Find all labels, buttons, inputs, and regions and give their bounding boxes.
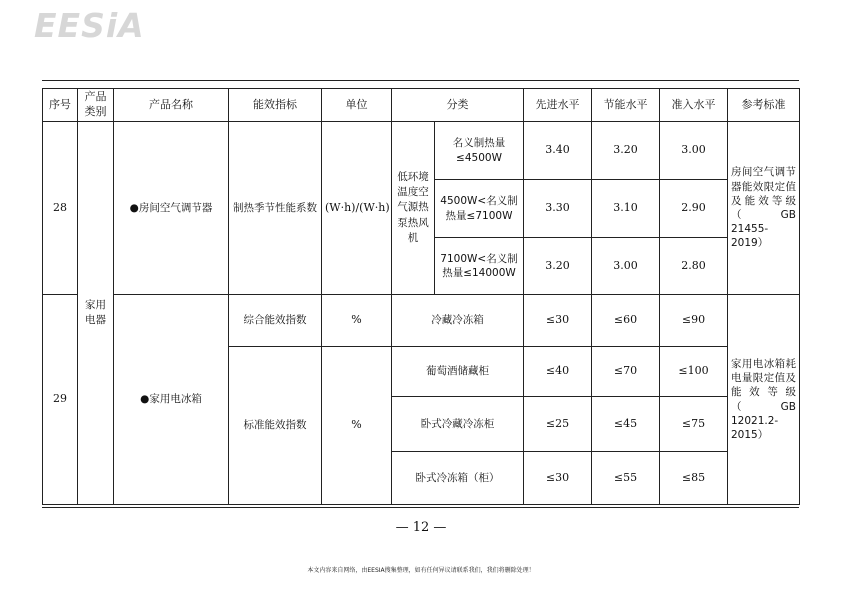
row29-access-1: ≤90 [660,295,728,347]
row28-saving-3: 3.00 [592,238,660,295]
row28-class-3: 7100W<名义制热量≤14000W [435,238,524,295]
row28-advanced-1: 3.40 [524,122,592,180]
page-number: — 12 — [395,520,447,535]
row29-access-2: ≤100 [660,347,728,397]
header-seq: 序号 [43,89,78,122]
row29-product: ●家用电冰箱 [114,295,229,505]
row29-class-1: 冷藏冷冻箱 [392,295,524,347]
row29-saving-2: ≤70 [592,347,660,397]
row29-reference: 家用电冰箱耗电量限定值及能效等级（GB 12021.2-2015） [728,295,800,505]
header-indicator: 能效指标 [229,89,322,122]
row28-reference: 房间空气调节器能效限定值及能效等级（GB 21455-2019） [728,122,800,295]
row28-access-2: 2.90 [660,180,728,238]
table-header-row [43,89,800,122]
eesia-logo: EESiA [34,6,145,45]
header-energy-saving: 节能水平 [592,89,660,122]
row29-access-3: ≤75 [660,397,728,452]
header-access: 准入水平 [660,89,728,122]
header-rule [42,80,799,81]
footer-note: 本文内容来自网络，由EESIA搜集整理，如有任何异议请联系我们，我们将删除处理！ [307,567,535,574]
row29-class-4: 卧式冷冻箱（柜） [392,452,524,505]
row29-saving-4: ≤55 [592,452,660,505]
row29-class-2: 葡萄酒储藏柜 [392,347,524,397]
row28-advanced-2: 3.30 [524,180,592,238]
row28-saving-2: 3.10 [592,180,660,238]
table-row [43,122,800,180]
row28-access-1: 3.00 [660,122,728,180]
table-row [43,295,800,347]
row28-unit: (W·h)/(W·h) [322,122,392,295]
row28-access-3: 2.80 [660,238,728,295]
row29-indicator-a: 综合能效指数 [229,295,322,347]
category-cell: 家用电器 [78,122,114,505]
row29-advanced-3: ≤25 [524,397,592,452]
row28-saving-1: 3.20 [592,122,660,180]
row29-advanced-1: ≤30 [524,295,592,347]
row29-class-3: 卧式冷藏冷冻柜 [392,397,524,452]
row29-seq: 29 [43,295,78,505]
row28-seq: 28 [43,122,78,295]
row28-class-1: 名义制热量≤4500W [435,122,524,180]
row28-class-2: 4500W<名义制热量≤7100W [435,180,524,238]
row28-group: 低环境温度空气源热泵热风机 [392,122,435,295]
row28-product: ●房间空气调节器 [114,122,229,295]
footer-rule [42,507,799,508]
header-unit: 单位 [322,89,392,122]
row29-advanced-2: ≤40 [524,347,592,397]
header-product: 产品名称 [114,89,229,122]
row29-advanced-4: ≤30 [524,452,592,505]
row28-advanced-3: 3.20 [524,238,592,295]
energy-efficiency-table [42,88,800,505]
header-advanced: 先进水平 [524,89,592,122]
row29-saving-3: ≤45 [592,397,660,452]
row29-unit-a: % [322,295,392,347]
row29-unit-b: % [322,347,392,505]
header-reference: 参考标准 [728,89,800,122]
row29-access-4: ≤85 [660,452,728,505]
row28-indicator: 制热季节性能系数 [229,122,322,295]
row29-indicator-b: 标准能效指数 [229,347,322,505]
row29-saving-1: ≤60 [592,295,660,347]
header-category: 产品类别 [78,89,114,122]
header-classification: 分类 [392,89,524,122]
